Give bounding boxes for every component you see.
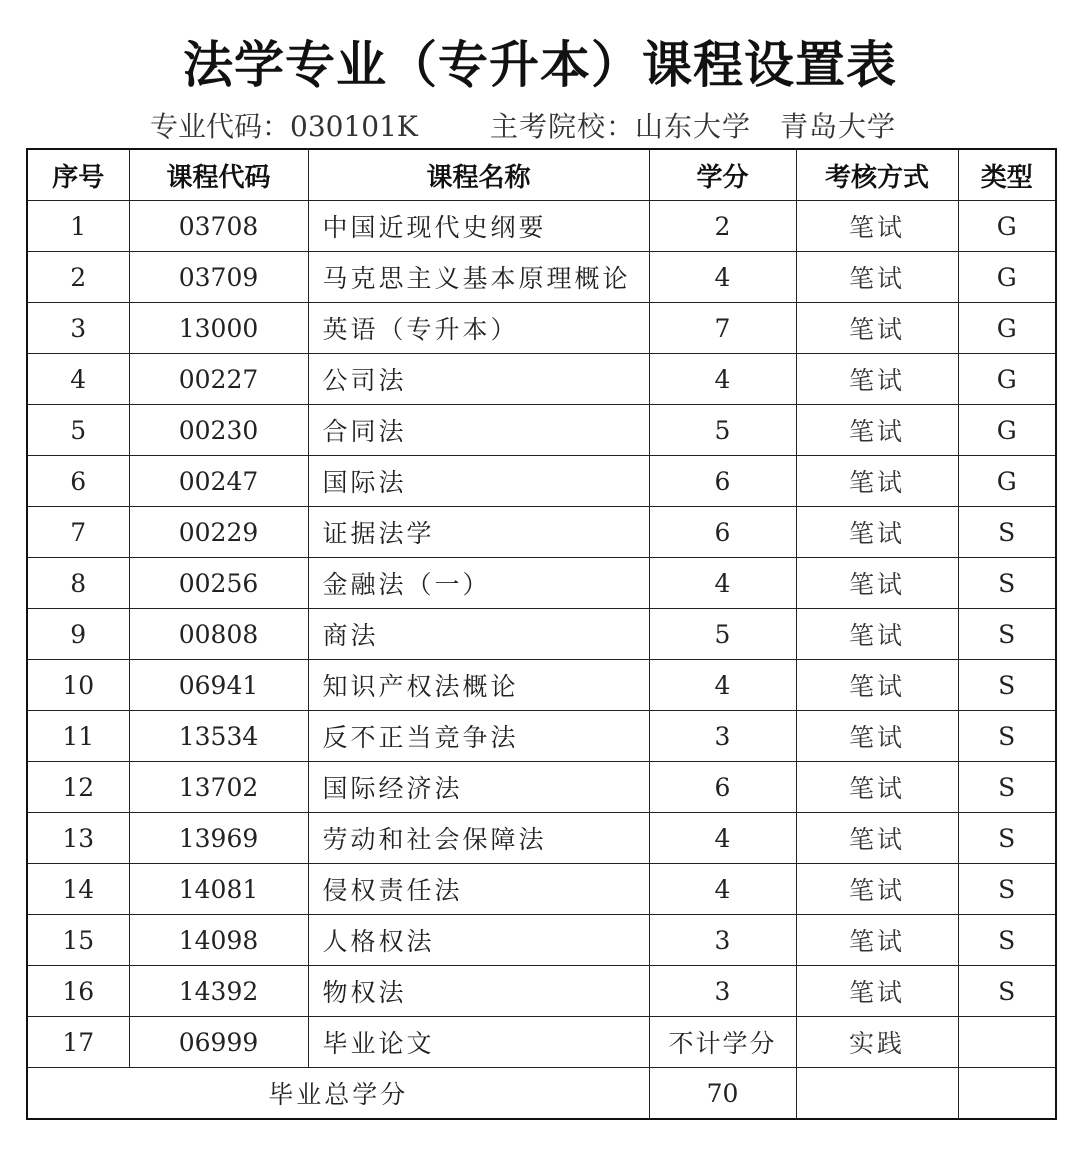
cell-method: 笔试	[796, 915, 958, 966]
cell-method: 笔试	[796, 507, 958, 558]
cell-name: 国际经济法	[308, 762, 649, 813]
table-row	[27, 456, 1056, 507]
cell-no: 8	[27, 558, 129, 609]
table-row	[27, 303, 1056, 354]
cell-method: 笔试	[796, 711, 958, 762]
cell-code: 06941	[129, 660, 308, 711]
cell-code: 13534	[129, 711, 308, 762]
cell-name: 证据法学	[308, 507, 649, 558]
header-no: 序号	[27, 149, 129, 201]
total-label: 毕业总学分	[27, 1068, 649, 1120]
cell-no: 11	[27, 711, 129, 762]
cell-method: 笔试	[796, 456, 958, 507]
cell-method: 笔试	[796, 966, 958, 1017]
cell-code: 13702	[129, 762, 308, 813]
header-code: 课程代码	[129, 149, 308, 201]
table-row	[27, 864, 1056, 915]
cell-method: 笔试	[796, 762, 958, 813]
cell-name: 劳动和社会保障法	[308, 813, 649, 864]
cell-credit: 2	[649, 201, 796, 252]
cell-credit: 4	[649, 864, 796, 915]
cell-type: S	[958, 864, 1056, 915]
cell-type: S	[958, 711, 1056, 762]
cell-code: 03709	[129, 252, 308, 303]
total-type-empty	[958, 1068, 1056, 1120]
table-row	[27, 813, 1056, 864]
total-credit: 70	[649, 1068, 796, 1120]
major-code: 专业代码：030101K	[150, 110, 418, 143]
cell-type: G	[958, 201, 1056, 252]
cell-method: 笔试	[796, 813, 958, 864]
table-row	[27, 660, 1056, 711]
cell-credit: 4	[649, 354, 796, 405]
table-row	[27, 558, 1056, 609]
table-row	[27, 405, 1056, 456]
table-body	[27, 201, 1056, 1068]
cell-name: 马克思主义基本原理概论	[308, 252, 649, 303]
cell-credit: 6	[649, 507, 796, 558]
cell-type: S	[958, 558, 1056, 609]
course-table	[26, 148, 1057, 1120]
cell-no: 13	[27, 813, 129, 864]
cell-name: 知识产权法概论	[308, 660, 649, 711]
cell-method: 笔试	[796, 609, 958, 660]
cell-name: 中国近现代史纲要	[308, 201, 649, 252]
host-schools: 主考院校：山东大学 青岛大学	[490, 110, 897, 143]
cell-code: 14098	[129, 915, 308, 966]
cell-credit: 4	[649, 813, 796, 864]
cell-credit: 3	[649, 915, 796, 966]
cell-name: 公司法	[308, 354, 649, 405]
cell-code: 00230	[129, 405, 308, 456]
cell-no: 1	[27, 201, 129, 252]
header-method: 考核方式	[796, 149, 958, 201]
cell-name: 侵权责任法	[308, 864, 649, 915]
cell-code: 06999	[129, 1017, 308, 1068]
cell-method: 笔试	[796, 354, 958, 405]
cell-no: 4	[27, 354, 129, 405]
header-name: 课程名称	[308, 149, 649, 201]
table-row	[27, 915, 1056, 966]
cell-code: 00227	[129, 354, 308, 405]
cell-type: S	[958, 762, 1056, 813]
cell-no: 3	[27, 303, 129, 354]
table-row	[27, 711, 1056, 762]
cell-credit: 4	[649, 252, 796, 303]
cell-type: G	[958, 252, 1056, 303]
cell-credit: 6	[649, 456, 796, 507]
cell-code: 00229	[129, 507, 308, 558]
cell-code: 00256	[129, 558, 308, 609]
cell-no: 16	[27, 966, 129, 1017]
cell-name: 毕业论文	[308, 1017, 649, 1068]
cell-no: 17	[27, 1017, 129, 1068]
table-row	[27, 252, 1056, 303]
cell-type: S	[958, 507, 1056, 558]
total-row	[27, 1068, 1056, 1120]
cell-no: 10	[27, 660, 129, 711]
cell-code: 03708	[129, 201, 308, 252]
cell-name: 反不正当竞争法	[308, 711, 649, 762]
cell-code: 13969	[129, 813, 308, 864]
cell-type: S	[958, 609, 1056, 660]
cell-type: S	[958, 915, 1056, 966]
header-type: 类型	[958, 149, 1056, 201]
table-row	[27, 201, 1056, 252]
cell-name: 英语（专升本）	[308, 303, 649, 354]
cell-no: 9	[27, 609, 129, 660]
table-header-row	[27, 149, 1056, 201]
cell-method: 笔试	[796, 558, 958, 609]
cell-credit: 7	[649, 303, 796, 354]
cell-no: 7	[27, 507, 129, 558]
cell-credit: 不计学分	[649, 1017, 796, 1068]
cell-method: 笔试	[796, 864, 958, 915]
table-row	[27, 966, 1056, 1017]
header-credit: 学分	[649, 149, 796, 201]
table-row	[27, 507, 1056, 558]
table-row	[27, 354, 1056, 405]
cell-type: G	[958, 303, 1056, 354]
table-row	[27, 609, 1056, 660]
cell-type	[958, 1017, 1056, 1068]
cell-no: 15	[27, 915, 129, 966]
cell-method: 笔试	[796, 660, 958, 711]
cell-no: 14	[27, 864, 129, 915]
cell-code: 13000	[129, 303, 308, 354]
cell-code: 00808	[129, 609, 308, 660]
cell-no: 12	[27, 762, 129, 813]
cell-code: 14392	[129, 966, 308, 1017]
cell-no: 2	[27, 252, 129, 303]
cell-type: G	[958, 354, 1056, 405]
cell-credit: 4	[649, 660, 796, 711]
cell-method: 笔试	[796, 252, 958, 303]
cell-method: 笔试	[796, 405, 958, 456]
total-method-empty	[796, 1068, 958, 1120]
cell-credit: 4	[649, 558, 796, 609]
page-title: 法学专业（专升本）课程设置表	[183, 36, 897, 94]
cell-credit: 5	[649, 609, 796, 660]
cell-credit: 6	[649, 762, 796, 813]
cell-name: 物权法	[308, 966, 649, 1017]
cell-credit: 5	[649, 405, 796, 456]
table-row	[27, 1017, 1056, 1068]
cell-type: S	[958, 813, 1056, 864]
cell-type: S	[958, 966, 1056, 1017]
cell-method: 笔试	[796, 201, 958, 252]
cell-name: 商法	[308, 609, 649, 660]
table-row	[27, 762, 1056, 813]
cell-name: 国际法	[308, 456, 649, 507]
cell-type: G	[958, 405, 1056, 456]
cell-code: 00247	[129, 456, 308, 507]
cell-type: G	[958, 456, 1056, 507]
cell-no: 6	[27, 456, 129, 507]
cell-no: 5	[27, 405, 129, 456]
cell-name: 人格权法	[308, 915, 649, 966]
cell-credit: 3	[649, 966, 796, 1017]
cell-method: 笔试	[796, 303, 958, 354]
cell-credit: 3	[649, 711, 796, 762]
cell-name: 合同法	[308, 405, 649, 456]
cell-name: 金融法（一）	[308, 558, 649, 609]
cell-method: 实践	[796, 1017, 958, 1068]
cell-code: 14081	[129, 864, 308, 915]
cell-type: S	[958, 660, 1056, 711]
